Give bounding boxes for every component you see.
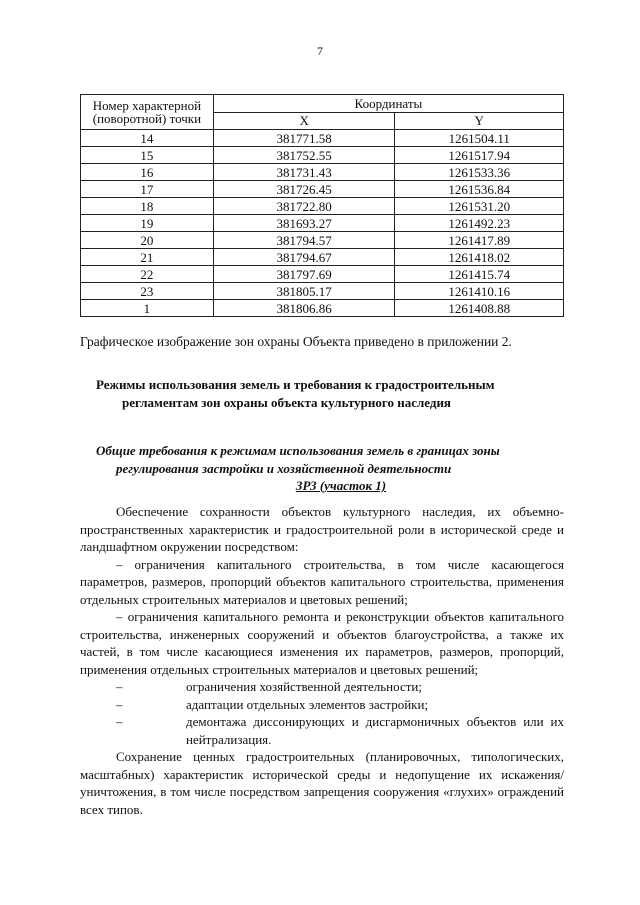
list-item-4 [80,696,564,714]
cell-y: 1261504.11 [395,130,564,147]
cell-y: 1261415.74 [395,266,564,283]
cell-x: 381771.58 [213,130,395,147]
cell-y: 1261417.89 [395,232,564,249]
cell-point: 23 [81,283,214,300]
table-body [81,130,564,317]
cell-point: 15 [81,147,214,164]
table-row [81,147,564,164]
subsection-heading [96,442,556,495]
cell-y: 1261533.36 [395,164,564,181]
table-row [81,130,564,147]
cell-y: 1261418.02 [395,249,564,266]
cell-x: 381794.67 [213,249,395,266]
body-text [80,503,564,818]
table-row [81,198,564,215]
subsection-heading-line3: ЗРЗ (участок 1) [295,478,387,494]
cell-point: 20 [81,232,214,249]
list-item-1: – ограничения капитального строительства, в том числе касающегося параметров, размеров, пропорций объектов капитального строительства, применения отдельных строительных материалов и цветовых решений; [80,556,564,607]
table-row [81,215,564,232]
cell-y: 1261536.84 [395,181,564,198]
header-coordinates: Координаты [213,95,563,113]
cell-point: 1 [81,300,214,317]
cell-point: 14 [81,130,214,147]
list-item-4-text: адаптации отдельных элементов застройки; [186,696,429,712]
cell-point: 22 [81,266,214,283]
table-row [81,300,564,317]
dash-marker: – [116,679,123,694]
table-row [81,266,564,283]
cell-point: 18 [81,198,214,215]
list-item-5 [80,713,564,748]
dash-marker: – [116,696,123,712]
coordinates-table [80,94,564,317]
list-item-5-text: демонтажа диссонирующих и дисгармоничных объектов или их нейтрализация. [186,714,564,747]
section-heading-line2: регламентам зон охраны объекта культурного наследия [122,394,451,410]
table-row [81,249,564,266]
cell-x: 381693.27 [213,215,395,232]
header-x: X [213,112,395,130]
table-row [81,283,564,300]
cell-x: 381794.57 [213,232,395,249]
list-item-3 [80,678,564,696]
cell-y: 1261408.88 [395,300,564,317]
cell-x: 381752.55 [213,147,395,164]
cell-y: 1261517.94 [395,147,564,164]
header-point: Номер характерной (поворотной) точки [81,95,214,130]
graphic-caption: Графическое изображение зон охраны Объекта приведено в приложении 2. [80,334,512,349]
table-row [81,181,564,198]
cell-y: 1261492.23 [395,215,564,232]
dash-marker: – [116,714,123,729]
cell-point: 17 [81,181,214,198]
page-number: 7 [317,44,323,58]
header-y: Y [395,112,564,130]
cell-x: 381722.80 [213,198,395,215]
list-item-3-text: ограничения хозяйственной деятельности; [186,679,422,694]
section-heading-line1: Режимы использования земель и требования к градостроительным [96,377,495,392]
cell-x: 381726.45 [213,181,395,198]
cell-point: 16 [81,164,214,181]
section-heading [96,376,556,411]
table-header-row [81,95,564,113]
list-item-2: – ограничения капитального ремонта и реконструкции объектов капитального строительства, инженерных сооружений и объектов благоустройства, а также их частей, в том числе касающиеся изменения их параметров, размеров, пропорций, применения отдельных строительных материалов и цветовых решений; [80,609,564,677]
paragraph-1: Обеспечение сохранности объектов культурного наследия, их объемно-пространственных характеристик и градостроительной роли в исторической среде и ландшафтном окружении посредством: [80,504,564,554]
subsection-heading-line2: регулирования застройки и хозяйственной деятельности [116,460,452,476]
cell-point: 19 [81,215,214,232]
cell-x: 381805.17 [213,283,395,300]
cell-point: 21 [81,249,214,266]
cell-x: 381731.43 [213,164,395,181]
cell-x: 381806.86 [213,300,395,317]
table-row [81,232,564,249]
cell-x: 381797.69 [213,266,395,283]
table-row [81,164,564,181]
cell-y: 1261410.16 [395,283,564,300]
subsection-heading-line1: Общие требования к режимам использования земель в границах зоны [96,443,500,458]
paragraph-2: Сохранение ценных градостроительных (планировочных, типологических, масштабных) характеристик исторической среды и недопущение их искажения/уничтожения, в том числе посредством запрещения сооружения «глухих» ограждений всех типов. [80,749,564,817]
cell-y: 1261531.20 [395,198,564,215]
